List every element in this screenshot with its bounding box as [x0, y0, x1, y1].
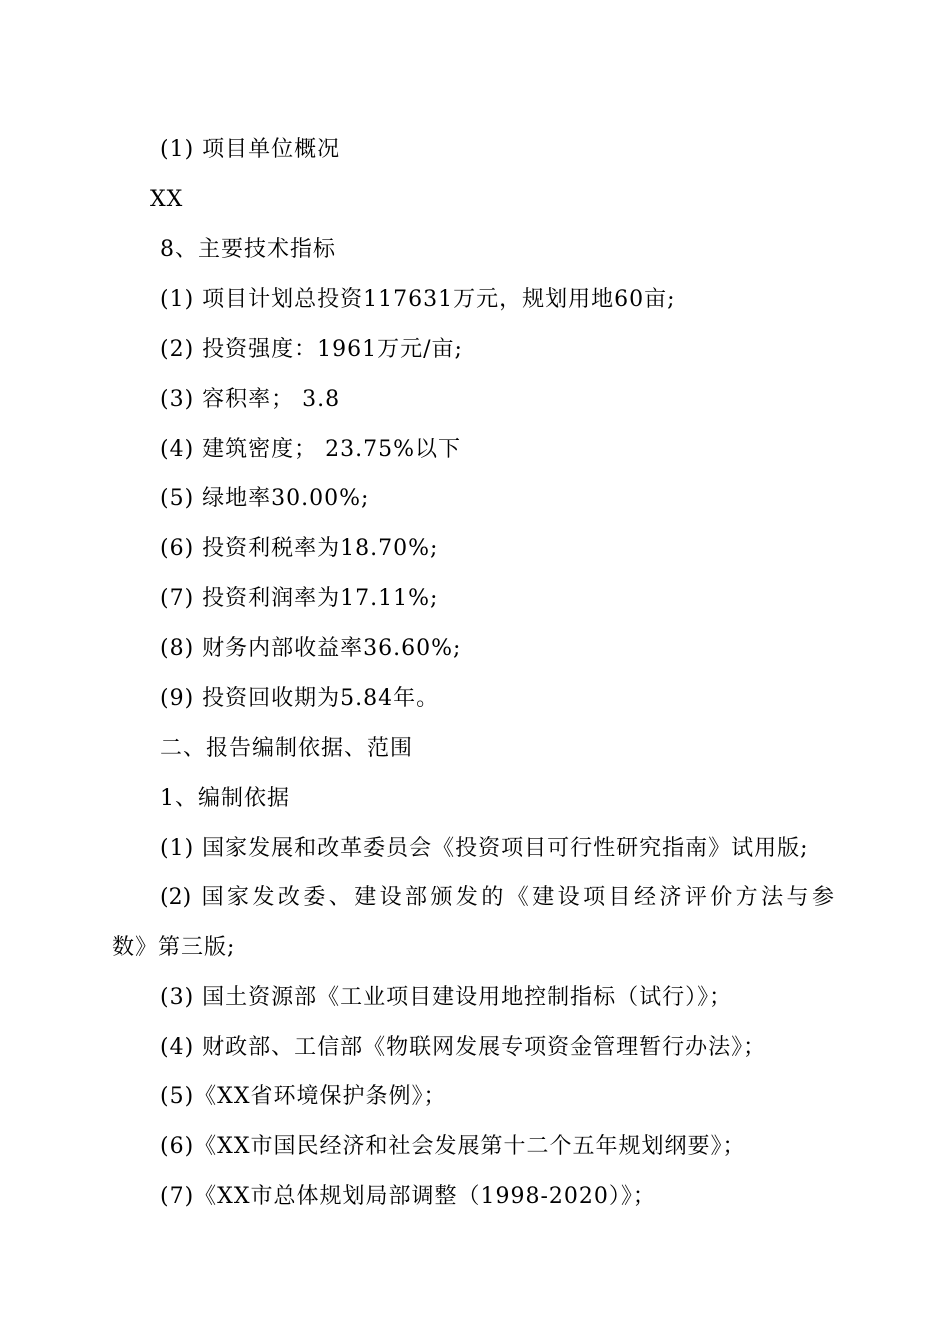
text-line-plot-ratio: (3) 容积率； 3.8 — [160, 387, 341, 412]
text-line-building-density: (4) 建筑密度； 23.75%以下 — [160, 437, 462, 462]
text-line-basis-4: (4) 财政部、工信部《物联网发展专项资金管理暂行办法》； — [160, 1035, 767, 1060]
text-line-basis-6: (6)《XX市国民经济和社会发展第十二个五年规划纲要》； — [160, 1134, 746, 1159]
section-heading-report-basis: 二、报告编制依据、范围 — [160, 736, 414, 761]
text-line-basis-2-continued: 数》第三版; — [112, 935, 236, 960]
text-line-basis-1: (1) 国家发展和改革委员会《投资项目可行性研究指南》试用版; — [160, 836, 809, 861]
text-line-basis-2: (2) 国家发改委、建设部颁发的《建设项目经济评价方法与参 — [160, 885, 834, 910]
text-line-unit-name: XX — [150, 187, 184, 212]
text-line-profit-rate: (7) 投资利润率为17.11%; — [160, 586, 439, 611]
text-line-unit-overview: (1) 项目单位概况 — [160, 137, 341, 162]
text-line-basis-3: (3) 国土资源部《工业项目建设用地控制指标（试行）》； — [160, 985, 733, 1010]
text-line-basis-7: (7)《XX市总体规划局部调整（1998-2020）》； — [160, 1184, 656, 1209]
text-line-profit-tax-rate: (6) 投资利税率为18.70%; — [160, 536, 439, 561]
section-heading-tech-indicators: 8、主要技术指标 — [160, 237, 336, 262]
text-line-irr: (8) 财务内部收益率36.60%; — [160, 636, 462, 661]
text-line-payback-period: (9) 投资回收期为5.84年。 — [160, 686, 440, 711]
text-line-basis-5: (5)《XX省环境保护条例》； — [160, 1084, 447, 1109]
text-line-green-rate: (5) 绿地率30.00%; — [160, 486, 370, 511]
text-line-total-investment: (1) 项目计划总投资117631万元，规划用地60亩; — [160, 287, 676, 312]
text-line-investment-intensity: (2) 投资强度：1961万元/亩; — [160, 337, 463, 362]
subsection-heading-basis: 1、编制依据 — [160, 786, 290, 811]
